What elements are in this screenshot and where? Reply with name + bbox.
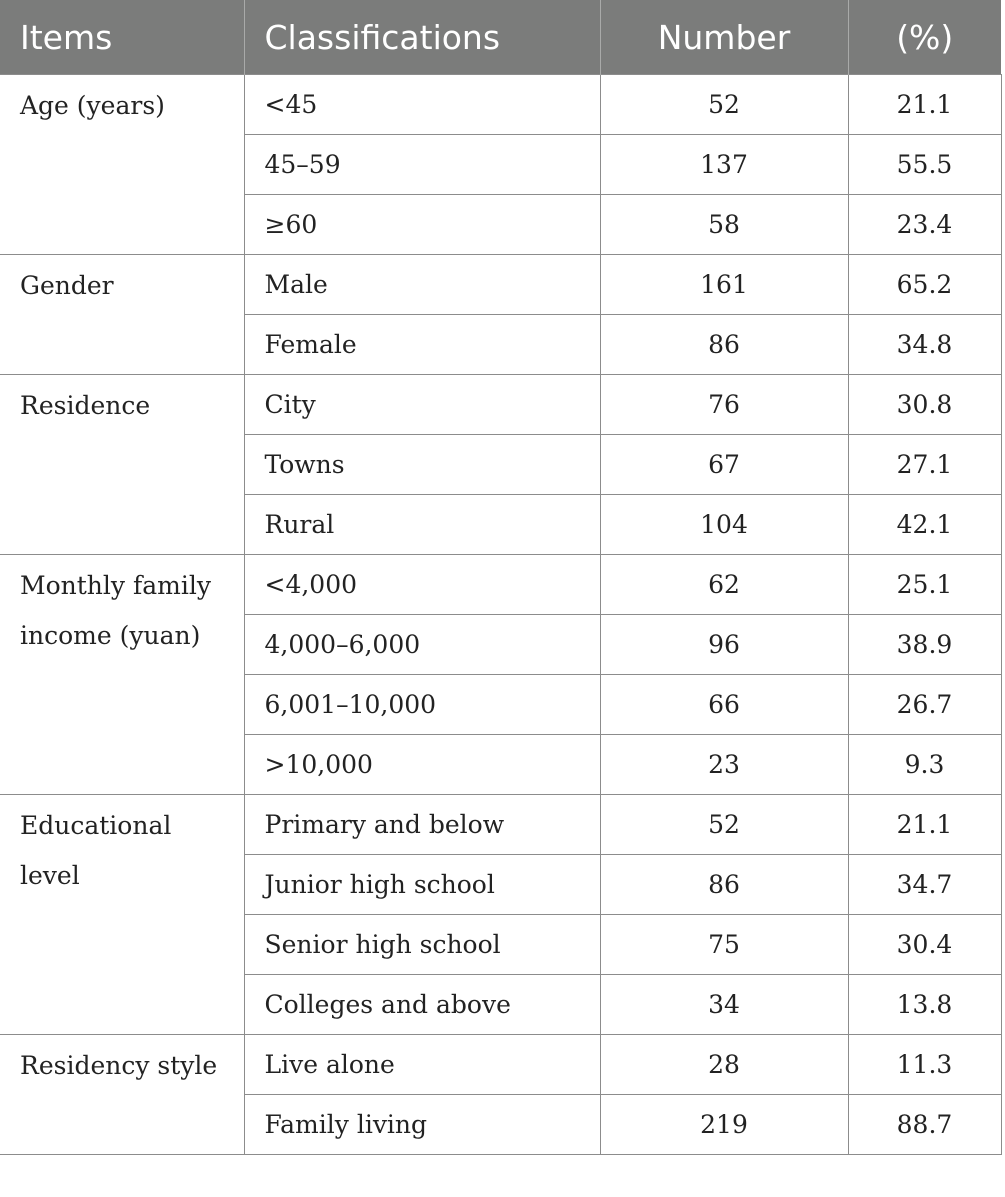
item-group-label: Age (years) — [20, 91, 165, 120]
number-cell: 86 — [600, 855, 848, 915]
item-group-cell — [0, 555, 244, 795]
percent-cell: 34.7 — [848, 855, 1001, 915]
number-cell: 104 — [600, 495, 848, 555]
number-cell: 23 — [600, 735, 848, 795]
percent-cell: 30.8 — [848, 375, 1001, 435]
item-group-cell — [0, 255, 244, 375]
classification-cell: <45 — [244, 75, 600, 135]
number-cell: 62 — [600, 555, 848, 615]
table-row — [0, 375, 1001, 435]
classification-cell: <4,000 — [244, 555, 600, 615]
header-classifications: Classifications — [244, 0, 600, 75]
percent-cell: 9.3 — [848, 735, 1001, 795]
table-row — [0, 75, 1001, 135]
number-cell: 137 — [600, 135, 848, 195]
item-group-cell — [0, 795, 244, 1035]
header-row — [0, 0, 1001, 75]
item-group-label: Residence — [20, 391, 151, 420]
percent-cell: 27.1 — [848, 435, 1001, 495]
classification-cell: Male — [244, 255, 600, 315]
percent-cell: 23.4 — [848, 195, 1001, 255]
classification-cell: Live alone — [244, 1035, 600, 1095]
number-cell: 58 — [600, 195, 848, 255]
number-cell: 34 — [600, 975, 848, 1035]
header-number: Number — [600, 0, 848, 75]
classification-cell: ≥60 — [244, 195, 600, 255]
percent-cell: 21.1 — [848, 75, 1001, 135]
percent-cell: 26.7 — [848, 675, 1001, 735]
item-group-cell — [0, 375, 244, 555]
classification-cell: Rural — [244, 495, 600, 555]
percent-cell: 25.1 — [848, 555, 1001, 615]
percent-cell: 21.1 — [848, 795, 1001, 855]
header-percent: (%) — [848, 0, 1001, 75]
item-group-label: Monthly family income (yuan) — [20, 571, 211, 650]
classification-cell: Primary and below — [244, 795, 600, 855]
table-row — [0, 1035, 1001, 1095]
number-cell: 76 — [600, 375, 848, 435]
number-cell: 28 — [600, 1035, 848, 1095]
table-header — [0, 0, 1001, 75]
table-row — [0, 795, 1001, 855]
table-row — [0, 555, 1001, 615]
item-group-label: Educational level — [20, 811, 172, 890]
number-cell: 96 — [600, 615, 848, 675]
item-group-label: Residency style — [20, 1051, 218, 1080]
number-cell: 52 — [600, 75, 848, 135]
percent-cell: 42.1 — [848, 495, 1001, 555]
classification-cell: >10,000 — [244, 735, 600, 795]
percent-cell: 13.8 — [848, 975, 1001, 1035]
header-items: Items — [0, 0, 244, 75]
classification-cell: Colleges and above — [244, 975, 600, 1035]
percent-cell: 65.2 — [848, 255, 1001, 315]
classification-cell: 4,000–6,000 — [244, 615, 600, 675]
number-cell: 52 — [600, 795, 848, 855]
classification-cell: Female — [244, 315, 600, 375]
number-cell: 67 — [600, 435, 848, 495]
classification-cell: 6,001–10,000 — [244, 675, 600, 735]
number-cell: 75 — [600, 915, 848, 975]
number-cell: 66 — [600, 675, 848, 735]
classification-cell: City — [244, 375, 600, 435]
item-group-cell — [0, 75, 244, 255]
table-body — [0, 75, 1001, 1155]
classification-cell: Junior high school — [244, 855, 600, 915]
classification-cell: Family living — [244, 1095, 600, 1155]
percent-cell: 34.8 — [848, 315, 1001, 375]
classification-cell: 45–59 — [244, 135, 600, 195]
percent-cell: 88.7 — [848, 1095, 1001, 1155]
classification-cell: Senior high school — [244, 915, 600, 975]
number-cell: 86 — [600, 315, 848, 375]
percent-cell: 55.5 — [848, 135, 1001, 195]
number-cell: 161 — [600, 255, 848, 315]
percent-cell: 11.3 — [848, 1035, 1001, 1095]
percent-cell: 30.4 — [848, 915, 1001, 975]
item-group-cell — [0, 1035, 244, 1155]
number-cell: 219 — [600, 1095, 848, 1155]
item-group-label: Gender — [20, 271, 114, 300]
percent-cell: 38.9 — [848, 615, 1001, 675]
classification-cell: Towns — [244, 435, 600, 495]
table-row — [0, 255, 1001, 315]
